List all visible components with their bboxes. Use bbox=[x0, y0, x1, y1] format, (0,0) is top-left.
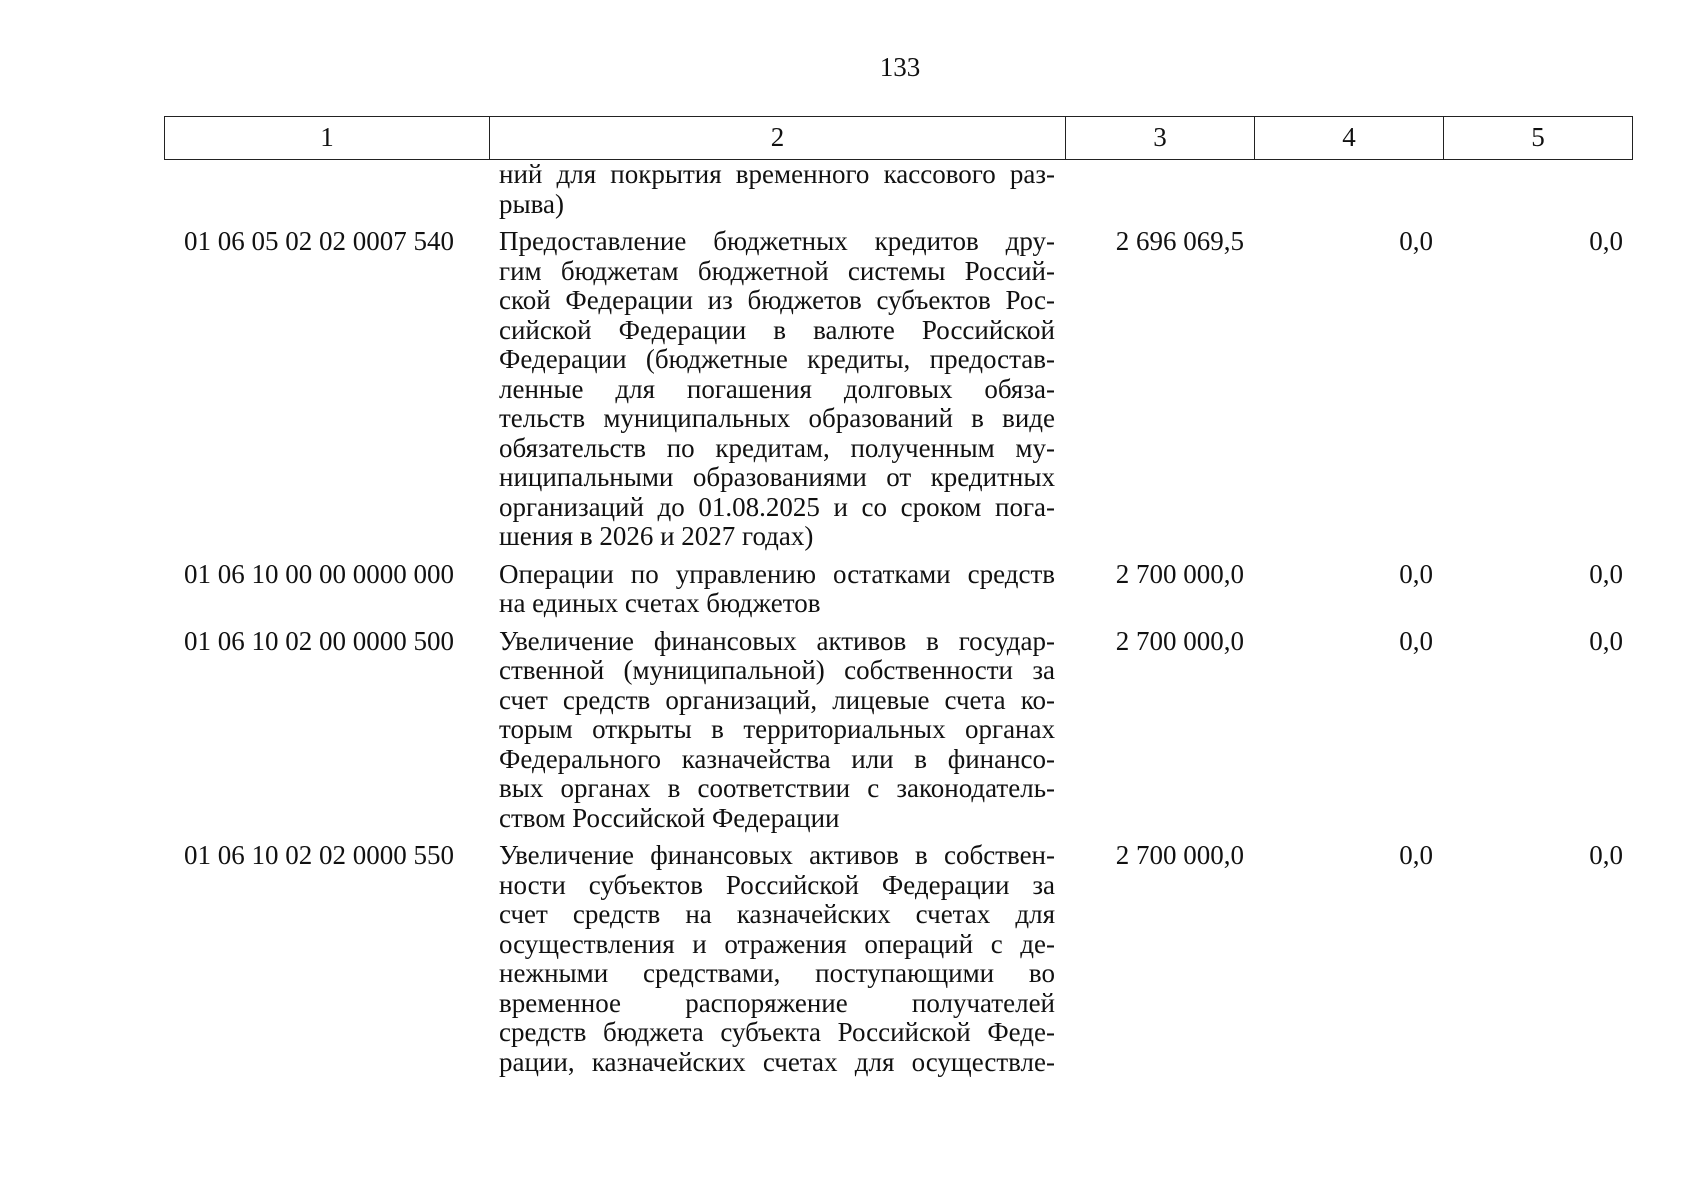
code-cell: 01 06 10 02 00 0000 500 bbox=[184, 625, 454, 656]
description-line: на единых счетах бюджетов bbox=[499, 588, 821, 618]
description-cell bbox=[489, 227, 1065, 552]
code-cell: 01 06 05 02 02 0007 540 bbox=[184, 226, 454, 256]
value-cell-5: 0,0 bbox=[1589, 558, 1623, 589]
column-header-3: 3 bbox=[1066, 117, 1255, 159]
description-line: Федерального казначейства или в финансо- bbox=[499, 743, 1055, 774]
page-number: 133 bbox=[879, 52, 921, 82]
description-line: ством Российской Федерации bbox=[499, 802, 840, 833]
description-line: шения в 2026 и 2027 годах) bbox=[499, 521, 814, 551]
description-line: нежными средствами, поступающими во bbox=[499, 958, 1055, 988]
table-row bbox=[164, 227, 1633, 552]
description-line: ний для покрытия временного кассового раз- bbox=[499, 159, 1055, 189]
description-line: временное распоряжение получателей bbox=[499, 987, 1055, 1018]
description-line: счет средств организаций, лицевые счета ко- bbox=[499, 684, 1055, 715]
value-cell-5 bbox=[1443, 160, 1631, 219]
description-line: организаций до 01.08.2025 и со сроком пога- bbox=[499, 491, 1055, 522]
table-row bbox=[164, 560, 1633, 619]
value-cell-5: 0,0 bbox=[1589, 226, 1623, 256]
description-cell bbox=[489, 841, 1065, 1077]
description-line: гим бюджетам бюджетной системы Россий- bbox=[499, 255, 1055, 286]
description-line: Увеличение финансовых активов в государ- bbox=[499, 625, 1055, 656]
value-cell-5: 0,0 bbox=[1589, 840, 1623, 870]
code-cell bbox=[164, 160, 489, 219]
description-line: осуществления и отражения операций с де- bbox=[499, 928, 1055, 959]
column-header-1: 1 bbox=[165, 117, 490, 159]
table-row bbox=[164, 841, 1633, 1077]
description-line: Операции по управлению остатками средств bbox=[499, 558, 1055, 589]
table-body bbox=[164, 160, 1633, 1077]
code-cell: 01 06 10 02 02 0000 550 bbox=[184, 840, 454, 870]
table-header bbox=[164, 116, 1633, 160]
description-line: средств бюджета субъекта Российской Феде- bbox=[499, 1017, 1055, 1047]
description-line: ниципальными образованиями от кредитных bbox=[499, 462, 1055, 492]
column-header-4: 4 bbox=[1255, 117, 1444, 159]
description-cell bbox=[489, 560, 1065, 619]
column-header-5: 5 bbox=[1531, 122, 1545, 152]
value-cell-4 bbox=[1254, 160, 1443, 219]
table-row bbox=[164, 627, 1633, 834]
value-cell-5: 0,0 bbox=[1589, 625, 1623, 656]
value-cell-4: 0,0 bbox=[1399, 558, 1433, 589]
description-line: обязательств по кредитам, полученным му- bbox=[499, 432, 1055, 463]
description-cell bbox=[489, 627, 1065, 834]
value-cell-3: 2 700 000,0 bbox=[1115, 625, 1244, 656]
value-cell-3: 2 696 069,5 bbox=[1115, 226, 1244, 256]
description-line: торым открыты в территориальных органах bbox=[499, 714, 1055, 744]
description-line: ственной (муниципальной) собственности за bbox=[499, 655, 1055, 685]
code-cell: 01 06 10 00 00 0000 000 bbox=[184, 558, 454, 589]
description-line: рыва) bbox=[499, 188, 565, 219]
description-cell bbox=[489, 160, 1065, 219]
description-line: тельств муниципальных образований в виде bbox=[499, 403, 1055, 433]
description-line: ленные для погашения долговых обяза- bbox=[499, 373, 1055, 404]
value-cell-3: 2 700 000,0 bbox=[1115, 558, 1244, 589]
description-line: ности субъектов Российской Федерации за bbox=[499, 869, 1055, 900]
description-line: сийской Федерации в валюте Российской bbox=[499, 314, 1055, 345]
value-cell-4: 0,0 bbox=[1399, 840, 1433, 870]
description-line: ской Федерации из бюджетов субъектов Рос- bbox=[499, 285, 1055, 315]
value-cell-4: 0,0 bbox=[1399, 625, 1433, 656]
description-line: счет средств на казначейских счетах для bbox=[499, 899, 1055, 929]
description-line: Увеличение финансовых активов в собствен- bbox=[499, 840, 1055, 870]
description-line: рации, казначейских счетах для осуществле- bbox=[499, 1046, 1055, 1077]
description-line: Федерации (бюджетные кредиты, предостав- bbox=[499, 344, 1055, 374]
description-line: Предоставление бюджетных кредитов дру- bbox=[499, 226, 1055, 256]
column-header-2: 2 bbox=[490, 117, 1066, 159]
value-cell-4: 0,0 bbox=[1399, 226, 1433, 256]
value-cell-3 bbox=[1065, 160, 1254, 219]
table-row-continuation bbox=[164, 160, 1633, 219]
value-cell-3: 2 700 000,0 bbox=[1115, 840, 1244, 870]
description-line: вых органах в соответствии с законодатель- bbox=[499, 773, 1055, 803]
